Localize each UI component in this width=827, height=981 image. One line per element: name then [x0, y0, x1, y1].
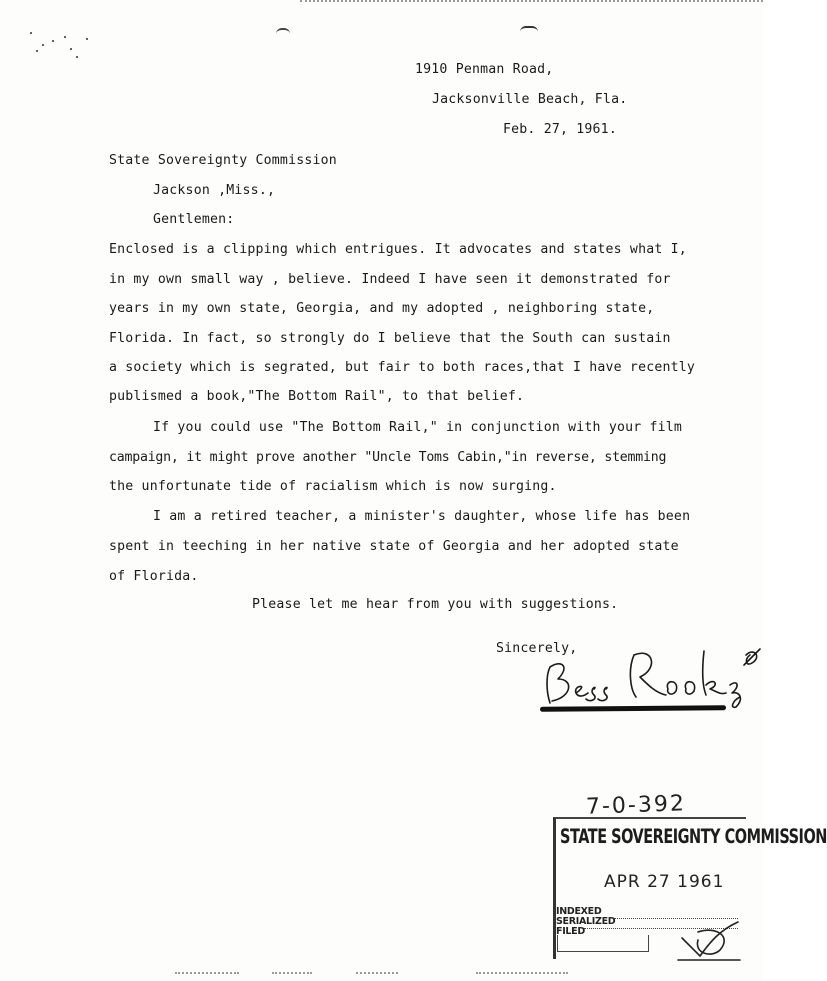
corner-specks	[30, 28, 100, 58]
body-line: a society which is segrated, but fair to both races,that I have recently	[109, 360, 696, 375]
signature-underline	[540, 705, 726, 712]
stamp-checkmark-icon	[676, 920, 746, 962]
paper-mark	[520, 26, 538, 32]
body-line: Please let me hear from you with suggestions.	[252, 597, 619, 612]
stamp-date: APR 27 1961	[604, 872, 725, 892]
salutation: Gentlemen:	[153, 212, 235, 227]
body-line: in my own small way , believe. Indeed I have seen it demonstrated for	[109, 272, 671, 287]
top-edge-marks	[300, 0, 763, 4]
sender-street: 1910 Penman Road,	[415, 62, 554, 77]
recipient-org: State Sovereignty Commission	[109, 153, 337, 168]
body-line: years in my own state, Georgia, and my adopted , neighboring state,	[109, 301, 655, 316]
signature-image	[540, 645, 765, 710]
stamp-file-number: 7-0-392	[585, 791, 687, 820]
body-line: of Florida.	[109, 569, 199, 584]
paper-mark	[276, 28, 290, 34]
stamp-header: STATE SOVEREIGNTY COMMISSION	[560, 827, 827, 849]
letter-date: Feb. 27, 1961.	[503, 122, 617, 137]
recipient-city: Jackson ,Miss.,	[153, 183, 276, 198]
body-line: If you could use "The Bottom Rail," in conjunction with your film	[153, 420, 683, 435]
body-line: publismed a book,"The Bottom Rail", to that belief.	[109, 389, 525, 404]
body-line: Florida. In fact, so strongly do I believe that the South can sustain	[109, 331, 671, 346]
body-line: the unfortunate tide of racialism which is now surging.	[109, 479, 557, 494]
stamp-box	[557, 935, 649, 952]
bottom-edge-marks	[272, 972, 312, 976]
bottom-edge-marks	[356, 972, 398, 976]
sender-city: Jacksonville Beach, Fla.	[432, 92, 628, 107]
body-line: I am a retired teacher, a minister's daughter, whose life has been	[153, 509, 691, 524]
body-line: spent in teeching in her native state of Georgia and her adopted state	[109, 539, 679, 554]
body-line: Enclosed is a clipping which entrigues. It advocates and states what I,	[109, 242, 687, 257]
stamp-flag-indexed: INDEXED	[556, 906, 602, 917]
stamp-flag-filed: FILED	[556, 926, 585, 937]
bottom-edge-marks	[476, 972, 568, 976]
closing: Sincerely,	[496, 641, 578, 656]
body-line: campaign, it might prove another "Uncle Toms Cabin,"in reverse, stemming	[109, 450, 667, 465]
stamp-flag-serialized: SERIALIZED	[556, 916, 616, 927]
bottom-edge-marks	[175, 972, 239, 976]
